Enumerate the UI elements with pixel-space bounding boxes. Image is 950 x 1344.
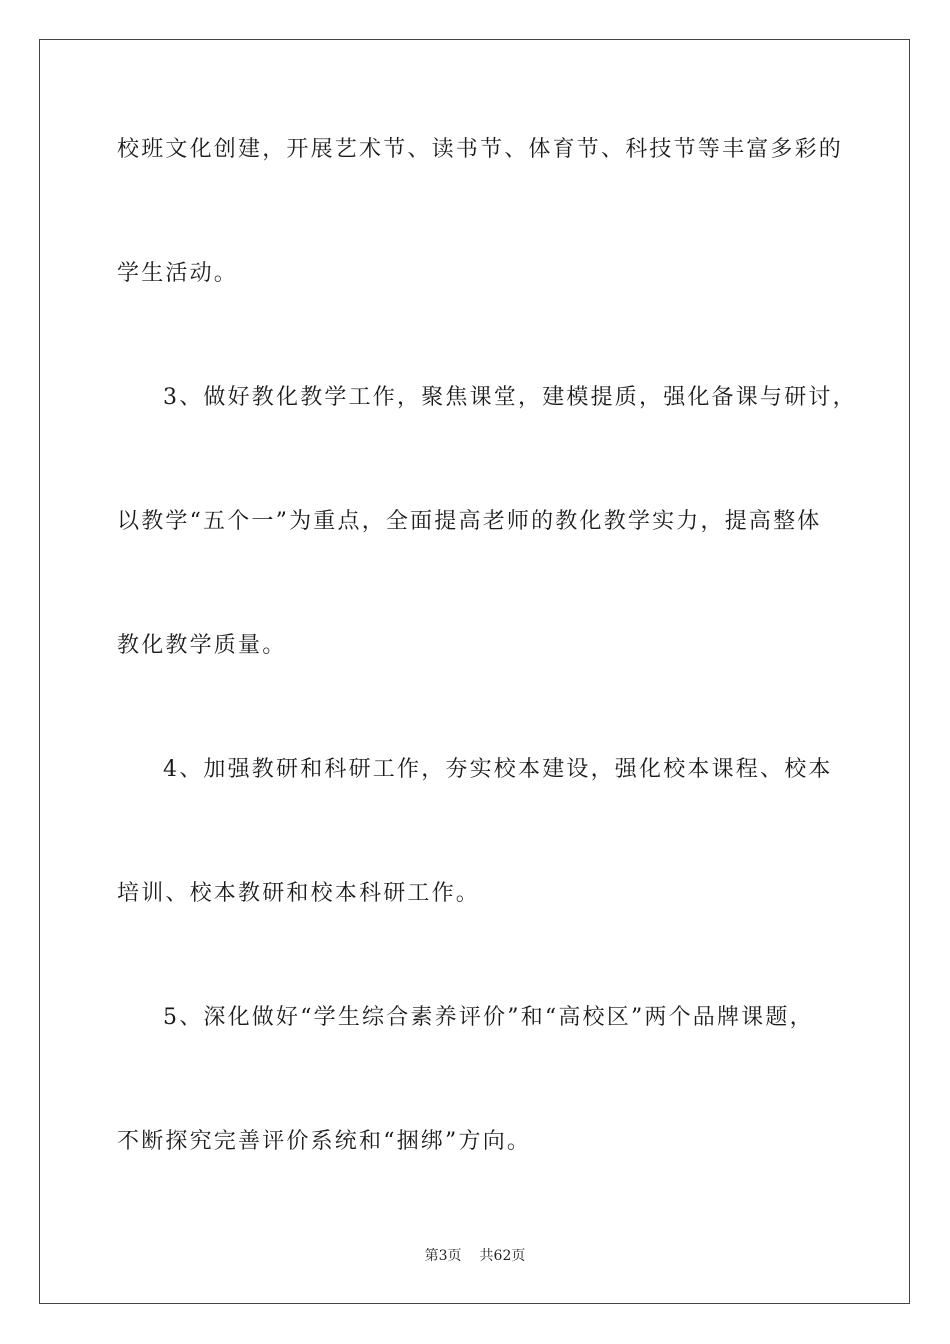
paragraph-4-line-1: 5、深化做好“学生综合素养评价”和“高校区”两个品牌课题， [163,1005,814,1030]
page-total: 共62页 [479,1248,526,1264]
paragraph-2-line-3: 教化教学质量。 [117,633,287,658]
page-number: 第3页 [424,1248,462,1264]
paragraph-2-line-1: 3、做好教化教学工作，聚焦课堂，建模提质，强化备课与研讨， [163,385,857,410]
paragraph-4-line-2: 不断探究完善评价系统和“捆绑”方向。 [117,1129,532,1154]
paragraph-3-line-2: 培训、校本教研和校本科研工作。 [117,881,481,906]
page-border [39,39,910,1304]
paragraph-3-line-1: 4、加强教研和科研工作，夯实校本建设，强化校本课程、校本 [163,757,833,782]
paragraph-1-line-1: 校班文化创建，开展艺术节、读书节、体育节、科技节等丰富多彩的 [117,137,844,162]
page-footer [0,1247,950,1265]
paragraph-1-line-2: 学生活动。 [117,261,239,286]
paragraph-2-line-2: 以教学“五个一”为重点，全面提高老师的教化教学实力，提高整体 [117,509,822,534]
